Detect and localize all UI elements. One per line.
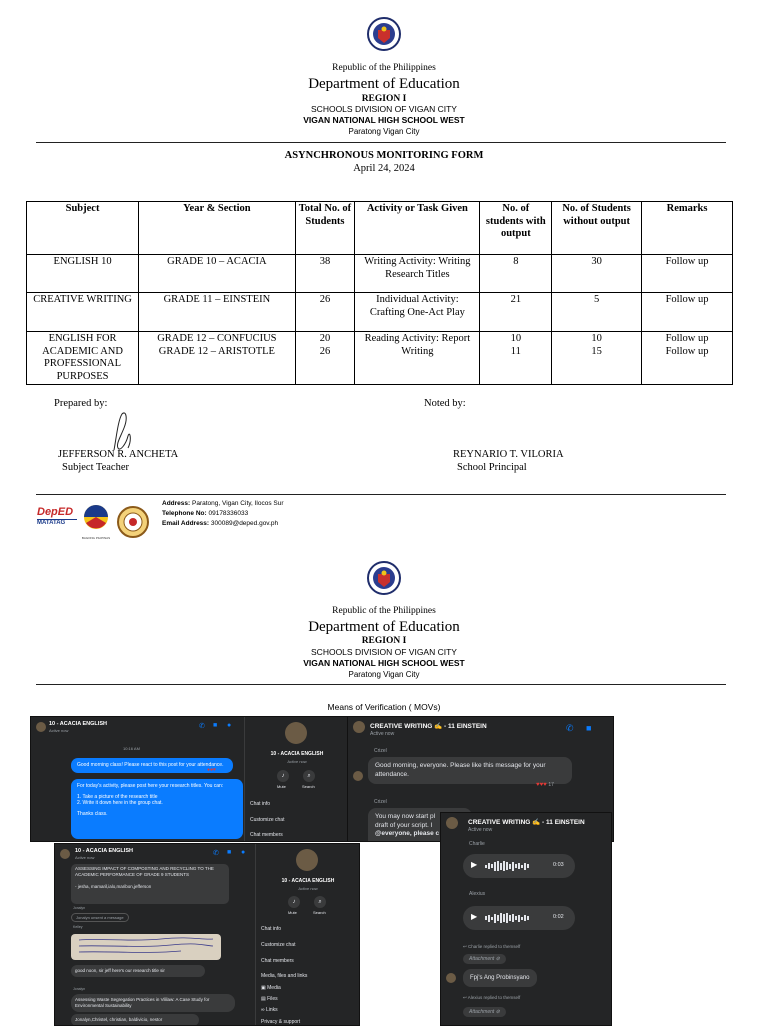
avatar xyxy=(446,973,456,983)
cell-activity: Individual Activity: Crafting One-Act Play xyxy=(355,293,480,332)
message-attendance[interactable]: Good morning class! Please react to this post for your attendance. xyxy=(71,758,233,773)
cell-total: 26 xyxy=(295,293,355,332)
waveform-icon xyxy=(485,913,529,923)
reply-notice: ↩ Charlie replied to themself xyxy=(463,944,521,949)
sidebar-status: Active now xyxy=(298,886,318,891)
cell-subject: ENGLISH 10 xyxy=(27,255,139,293)
footer-divider xyxy=(36,494,726,495)
chat-title: CREATIVE WRITING ✍ - 11 EINSTEIN xyxy=(468,819,585,826)
cell-with-output: 8 xyxy=(480,255,552,293)
paperclip-icon: ⊘ xyxy=(495,1009,500,1015)
paperclip-icon: ⊘ xyxy=(495,956,500,962)
sidebar-chat-name: 10 - ACACIA ENGLISH xyxy=(270,751,324,757)
message-sender: Crizel xyxy=(374,748,387,754)
region-text: REGION I xyxy=(361,94,407,104)
sidebar-item-media-files[interactable]: Media, files and links xyxy=(261,973,308,979)
chat-status: Active now xyxy=(75,855,95,860)
reply-icon: ↩ xyxy=(463,995,468,1000)
message-instructions[interactable]: You may now start pl draft of your script. I @everyone, please c xyxy=(368,808,472,842)
call-icon[interactable]: ✆ xyxy=(566,723,574,733)
school-address: Paratong Vigan City xyxy=(348,670,420,679)
header-activity: Activity or Task Given xyxy=(355,202,480,255)
cell-with-output: 21 xyxy=(480,293,552,332)
cell-activity: Writing Activity: Writing Research Titles xyxy=(355,255,480,293)
video-icon[interactable]: ■ xyxy=(227,849,232,856)
reply-icon: ↩ xyxy=(463,944,469,949)
cell-total: 38 xyxy=(295,255,355,293)
avatar xyxy=(296,849,318,871)
noter-title: School Principal xyxy=(457,462,527,473)
message-activity[interactable]: For today's activity, please post here your research titles. You can: 1. Take a picture of the research title 2. Write it down here in the group chat. Thanks class. xyxy=(71,779,243,839)
cell-remarks: Follow up xyxy=(642,293,733,332)
reply-notice: ↩ Alexius replied to themself xyxy=(463,995,521,1000)
header-total: Total No. of Students xyxy=(295,202,355,255)
noted-by-label: Noted by: xyxy=(424,398,466,409)
footer-email: Email Address: 300089@deped.gov.ph xyxy=(162,520,279,527)
message-sender: Jonalyn xyxy=(73,906,86,910)
play-icon: ▶ xyxy=(471,912,478,921)
mute-label: Mute xyxy=(288,910,297,915)
sidebar-item-files[interactable]: ▤ Files xyxy=(261,996,278,1002)
sidebar-item-privacy[interactable]: Privacy & support xyxy=(261,1019,301,1025)
chat-sidebar xyxy=(255,844,360,1025)
cell-remarks: Follow up xyxy=(642,255,733,293)
chat-title: 10 - ACACIA ENGLISH xyxy=(75,848,133,854)
bell-icon[interactable]: ♪ xyxy=(277,770,289,782)
attachment-chip[interactable]: Attachment ⊘ xyxy=(463,1007,506,1017)
chat-panel-acacia-titles xyxy=(54,843,360,1026)
republic-text: Republic of the Philippines xyxy=(332,63,436,73)
sidebar-item-members[interactable]: Chat members xyxy=(250,832,283,838)
voice-message[interactable] xyxy=(463,906,575,930)
cell-remarks: Follow up Follow up xyxy=(642,332,733,385)
header-section: Year & Section xyxy=(139,202,296,255)
call-icon[interactable]: ✆ xyxy=(213,850,219,857)
sidebar-item-members[interactable]: Chat members xyxy=(261,958,294,964)
chat-panel-acacia xyxy=(30,716,349,842)
info-icon[interactable]: ● xyxy=(241,849,246,856)
info-icon[interactable]: ● xyxy=(227,722,232,729)
message-sender: Charlie xyxy=(469,841,485,847)
message-attendance[interactable]: Good morning, everyone. Please like this message for your attendance. xyxy=(368,757,572,784)
chat-status: Active now xyxy=(49,728,69,733)
header-without-output: No. of Students without output xyxy=(552,202,642,255)
sidebar-item-customize[interactable]: Customize chat xyxy=(250,817,285,823)
school-seal-icon xyxy=(116,505,150,539)
attachment-chip[interactable]: Attachment ⊘ xyxy=(463,954,506,964)
prepared-by-label: Prepared by: xyxy=(54,398,108,409)
monitoring-table xyxy=(26,201,733,385)
search-icon[interactable]: ⌕ xyxy=(303,770,315,782)
sidebar-chat-name: 10 - ACACIA ENGLISH xyxy=(281,878,335,884)
call-icon[interactable]: ✆ xyxy=(199,723,205,730)
cell-subject: ENGLISH FOR ACADEMIC AND PROFESSIONAL PURPOSES xyxy=(27,332,139,385)
avatar xyxy=(353,721,365,733)
cell-section: GRADE 11 – EINSTEIN xyxy=(139,293,296,332)
video-icon[interactable]: ■ xyxy=(213,722,218,729)
preparer-title: Subject Teacher xyxy=(62,462,129,473)
sidebar-item-chat-info[interactable]: Chat info xyxy=(250,801,271,807)
voice-duration: 0:03 xyxy=(553,862,564,868)
avatar xyxy=(36,722,46,732)
cell-section: GRADE 10 – ACACIA xyxy=(139,255,296,293)
search-icon[interactable]: ⌕ xyxy=(314,896,326,908)
handwritten-photo[interactable] xyxy=(71,934,221,960)
video-icon[interactable]: ■ xyxy=(586,723,592,733)
header-divider xyxy=(36,684,726,685)
school-address: Paratong Vigan City xyxy=(348,127,420,136)
message-sender: Kelley xyxy=(73,925,83,929)
table-row xyxy=(27,293,733,332)
avatar xyxy=(353,771,363,781)
cell-without-output: 30 xyxy=(552,255,642,293)
chat-title: 10 - ACACIA ENGLISH xyxy=(49,721,107,727)
sidebar-item-chat-info[interactable]: Chat info xyxy=(261,926,282,932)
chat-sidebar xyxy=(244,717,349,841)
chat-title: CREATIVE WRITING ✍ - 11 EINSTEIN xyxy=(370,723,487,730)
deped-matatag-logo: DepED MATATAG xyxy=(37,506,77,538)
waveform-icon xyxy=(485,861,529,871)
link-icon: ∞ xyxy=(261,1007,266,1013)
bell-icon[interactable]: ♪ xyxy=(288,896,300,908)
chat-status: Active now xyxy=(370,731,395,737)
cell-with-output: 10 11 xyxy=(480,332,552,385)
chat-status: Active now xyxy=(468,827,493,833)
message-research-title[interactable]: ASSESSING IMPACT OF COMPOSTING AND RECYCLING TO THE ACADEMIC PERFORMANCE OF GRADE 9 STUDENTS - jesha, mamaril,ialo,maribon,jefferson xyxy=(71,864,229,904)
message-greeting[interactable]: good noon, sir jeff here's our research title sir xyxy=(71,965,205,977)
preparer-name: JEFFERSON R. ANCHETA xyxy=(58,449,179,460)
footer-address: Address: Paratong, Vigan City, Ilocos Sur xyxy=(162,500,284,507)
noter-name: REYNARIO T. VILORIA xyxy=(453,449,564,460)
cell-subject: CREATIVE WRITING xyxy=(27,293,139,332)
file-icon: ▤ xyxy=(261,996,268,1002)
form-date: April 24, 2024 xyxy=(353,163,415,174)
header-remarks: Remarks xyxy=(642,202,733,255)
message-song[interactable]: Fpj's Ang Probinsyano xyxy=(463,969,537,987)
region-text: REGION I xyxy=(361,636,407,646)
chat-panel-creative-writing-voice xyxy=(440,812,612,1026)
message-names[interactable]: Jonalyn,Christel, christian, baldivicio, nestor xyxy=(71,1014,199,1026)
cell-activity: Reading Activity: Report Writing xyxy=(355,332,480,385)
play-icon: ▶ xyxy=(471,860,478,869)
message-title-2[interactable]: Assessing Waste Segregation Practices in Vililaw: A Case Study for Environmental Sustainability xyxy=(71,994,235,1012)
division-text: SCHOOLS DIVISION OF VIGAN CITY xyxy=(311,104,457,114)
image-icon: ▣ xyxy=(261,985,268,991)
cell-section: GRADE 12 – CONFUCIUS GRADE 12 – ARISTOTLE xyxy=(139,332,296,385)
department-title: Department of Education xyxy=(308,619,460,635)
sidebar-item-customize[interactable]: Customize chat xyxy=(261,942,296,948)
header-with-output: No. of students with output xyxy=(480,202,552,255)
department-title: Department of Education xyxy=(308,76,460,92)
header-divider xyxy=(36,142,726,143)
search-label: Search xyxy=(302,784,315,789)
sidebar-status: Active now xyxy=(287,759,307,764)
division-text: SCHOOLS DIVISION OF VIGAN CITY xyxy=(311,647,457,657)
chat-timestamp: 10:16 AM xyxy=(123,746,140,751)
unsent-message: Jonalyn unsent a message xyxy=(71,913,129,922)
cell-without-output: 10 15 xyxy=(552,332,642,385)
sidebar-item-links[interactable]: ∞ Links xyxy=(261,1007,278,1013)
form-title: ASYNCHRONOUS MONITORING FORM xyxy=(284,150,484,161)
message-sender: Jonalyn xyxy=(73,987,86,991)
bagong-pilipinas-logo: BAGONG PILIPINAS xyxy=(80,503,112,539)
school-name: VIGAN NATIONAL HIGH SCHOOL WEST xyxy=(303,658,465,668)
voice-message[interactable] xyxy=(463,854,575,878)
avatar xyxy=(60,849,70,859)
message-sender: Alexius xyxy=(469,891,486,897)
reaction-icon: ●●♥ xyxy=(207,767,217,773)
republic-text: Republic of the Philippines xyxy=(332,606,436,616)
avatar xyxy=(446,817,458,829)
message-sender: Crizel xyxy=(374,799,387,805)
cell-without-output: 5 xyxy=(552,293,642,332)
header-subject: Subject xyxy=(27,202,139,255)
table-row xyxy=(27,255,733,293)
deped-seal-icon xyxy=(367,14,401,54)
movs-title: Means of Verification ( MOVs) xyxy=(327,702,441,712)
deped-seal-icon xyxy=(367,558,401,598)
school-name: VIGAN NATIONAL HIGH SCHOOL WEST xyxy=(303,115,465,125)
cell-total: 20 26 xyxy=(295,332,355,385)
mute-label: Mute xyxy=(277,784,286,789)
sidebar-item-media[interactable]: ▣ Media xyxy=(261,985,281,991)
footer-phone: Telephone No: 09178336033 xyxy=(162,510,249,517)
reaction-icon: ♥♥♥ 17 xyxy=(536,782,554,788)
search-label: Search xyxy=(313,910,326,915)
table-row xyxy=(27,332,733,385)
table-header-row xyxy=(27,202,733,255)
avatar xyxy=(285,722,307,744)
voice-duration: 0:02 xyxy=(553,914,564,920)
